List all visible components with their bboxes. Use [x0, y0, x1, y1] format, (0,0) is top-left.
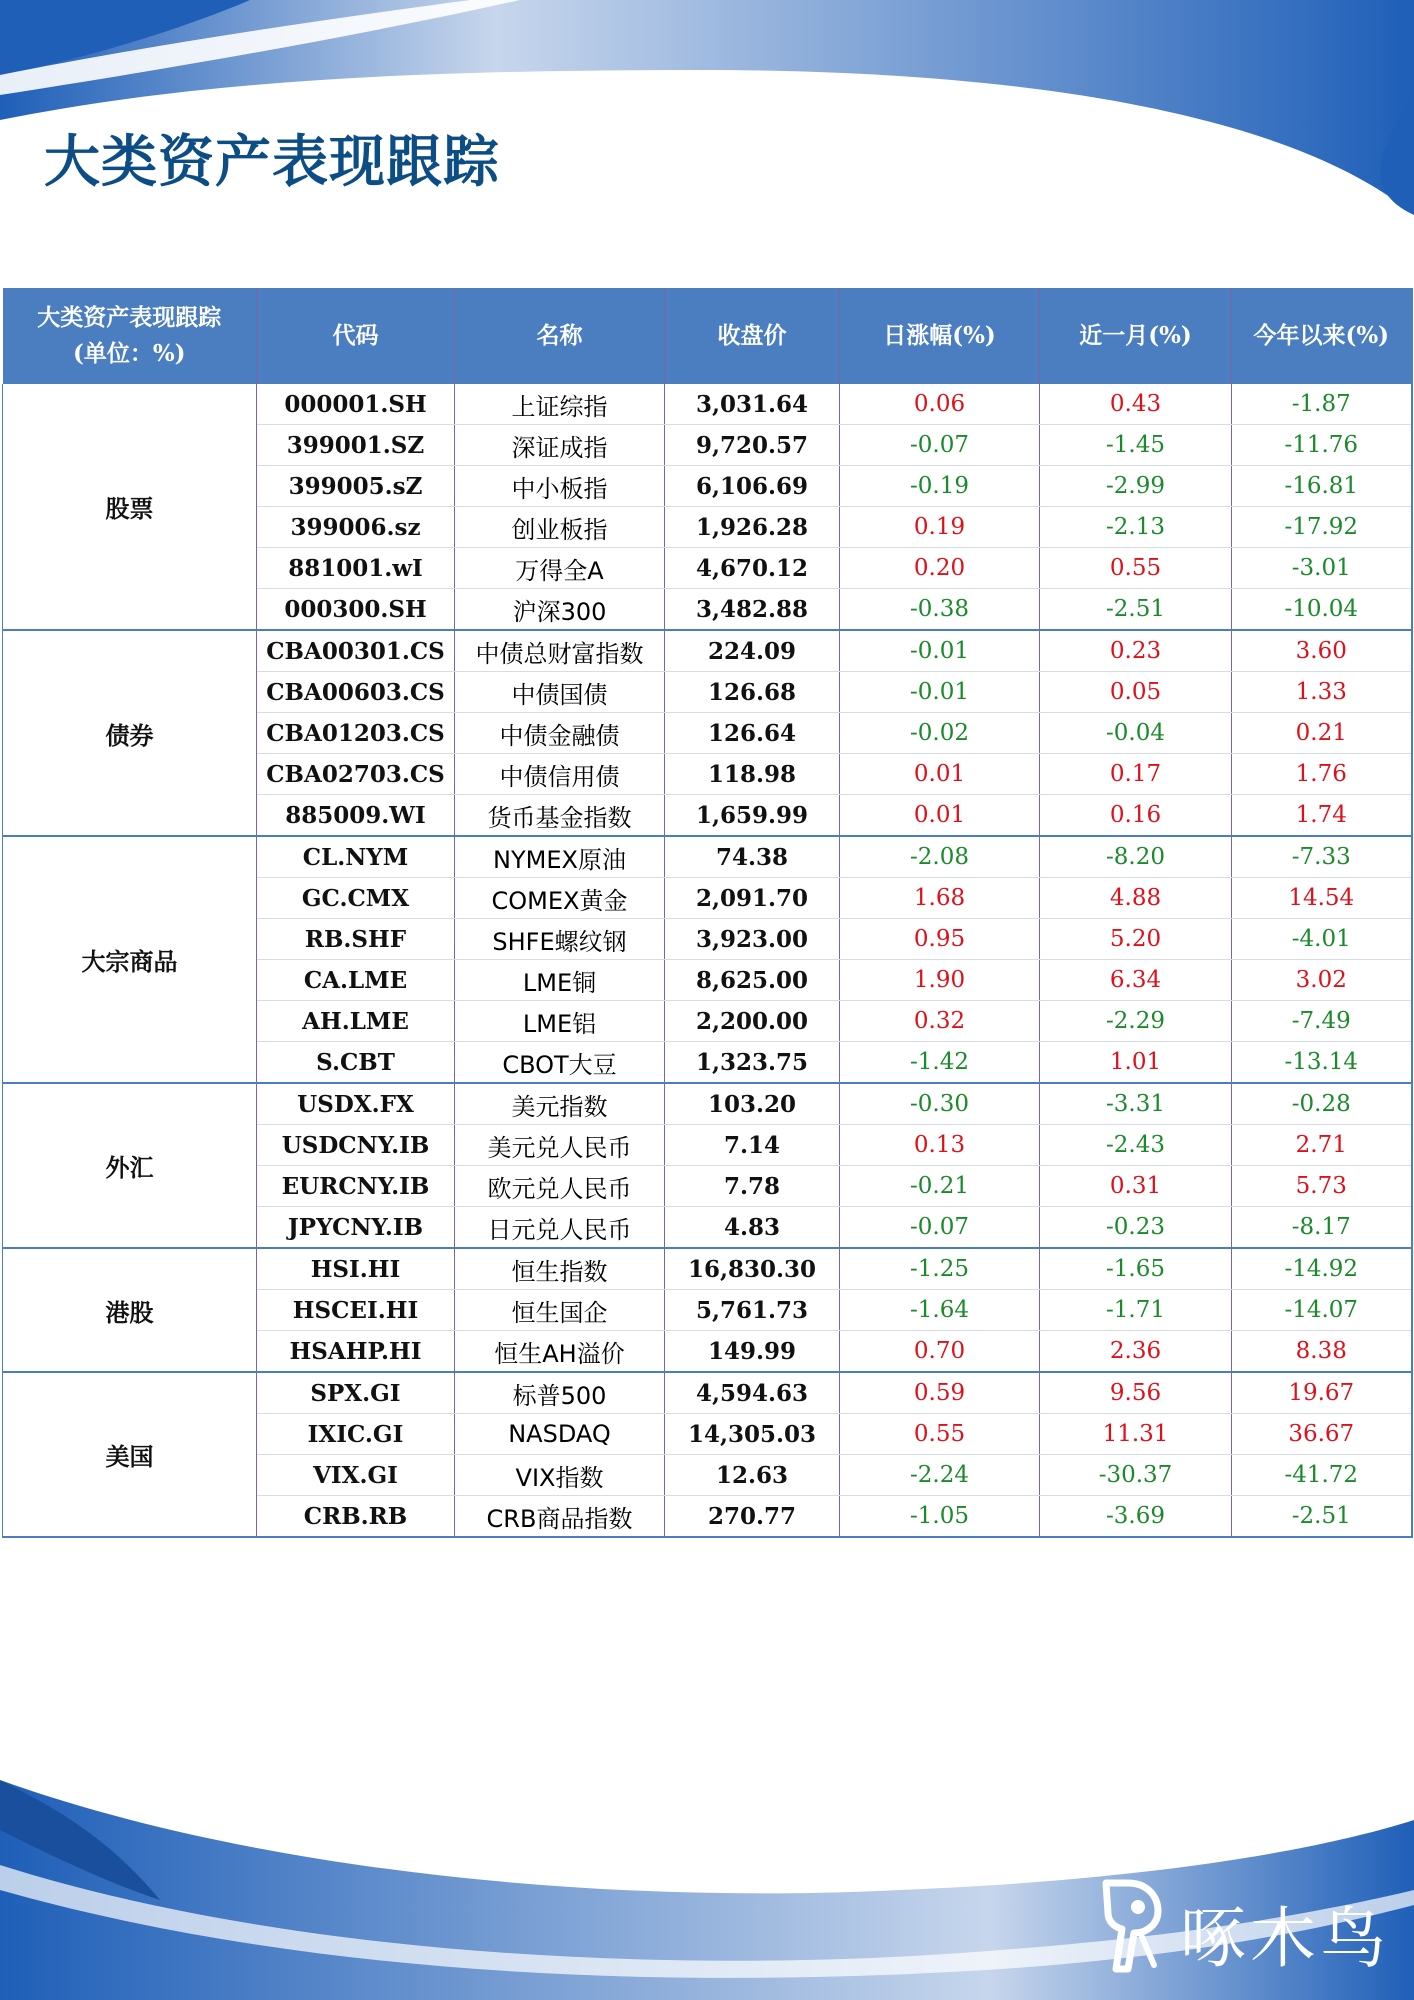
name-cell: 中债国债 [455, 672, 665, 713]
name-cell: 万得全A [455, 548, 665, 589]
header-name: 名称 [455, 288, 665, 384]
close-price-cell: 12.63 [665, 1455, 840, 1496]
close-price-cell: 4,670.12 [665, 548, 840, 589]
code-cell: HSCEI.HI [257, 1290, 455, 1331]
table-row [3, 1083, 1412, 1125]
close-price-cell: 2,091.70 [665, 878, 840, 919]
ytd-change-cell: -10.04 [1232, 589, 1412, 631]
day-change-cell: -0.01 [840, 630, 1040, 672]
code-cell: S.CBT [257, 1042, 455, 1084]
code-cell: USDX.FX [257, 1083, 455, 1125]
day-change-cell: -1.25 [840, 1248, 1040, 1290]
close-price-cell: 3,482.88 [665, 589, 840, 631]
ytd-change-cell: -7.33 [1232, 836, 1412, 878]
name-cell: SHFE螺纹钢 [455, 919, 665, 960]
ytd-change-cell: 5.73 [1232, 1166, 1412, 1207]
ytd-change-cell: -0.28 [1232, 1083, 1412, 1125]
close-price-cell: 7.78 [665, 1166, 840, 1207]
day-change-cell: -1.05 [840, 1496, 1040, 1538]
ytd-change-cell: -4.01 [1232, 919, 1412, 960]
close-price-cell: 9,720.57 [665, 425, 840, 466]
code-cell: SPX.GI [257, 1372, 455, 1414]
name-cell: 创业板指 [455, 507, 665, 548]
category-cell: 美国 [3, 1372, 257, 1537]
close-price-cell: 8,625.00 [665, 960, 840, 1001]
category-cell: 大宗商品 [3, 836, 257, 1083]
close-price-cell: 3,031.64 [665, 384, 840, 425]
day-change-cell: 0.20 [840, 548, 1040, 589]
table-row [3, 1248, 1412, 1290]
month-change-cell: 1.01 [1040, 1042, 1232, 1084]
ytd-change-cell: 36.67 [1232, 1414, 1412, 1455]
month-change-cell: -30.37 [1040, 1455, 1232, 1496]
code-cell: VIX.GI [257, 1455, 455, 1496]
table-header-row [3, 288, 1412, 384]
close-price-cell: 4,594.63 [665, 1372, 840, 1414]
category-cell: 外汇 [3, 1083, 257, 1248]
name-cell: VIX指数 [455, 1455, 665, 1496]
close-price-cell: 1,323.75 [665, 1042, 840, 1084]
header-day-change: 日涨幅(%) [840, 288, 1040, 384]
month-change-cell: -2.99 [1040, 466, 1232, 507]
ytd-change-cell: 1.33 [1232, 672, 1412, 713]
day-change-cell: -2.24 [840, 1455, 1040, 1496]
month-change-cell: -2.13 [1040, 507, 1232, 548]
close-price-cell: 6,106.69 [665, 466, 840, 507]
ytd-change-cell: 2.71 [1232, 1125, 1412, 1166]
day-change-cell: 0.01 [840, 754, 1040, 795]
code-cell: HSAHP.HI [257, 1331, 455, 1373]
code-cell: CRB.RB [257, 1496, 455, 1538]
name-cell: 标普500 [455, 1372, 665, 1414]
close-price-cell: 1,659.99 [665, 795, 840, 837]
table-body [3, 384, 1412, 1537]
ytd-change-cell: -17.92 [1232, 507, 1412, 548]
day-change-cell: 0.95 [840, 919, 1040, 960]
table-row [3, 836, 1412, 878]
day-change-cell: 0.32 [840, 1001, 1040, 1042]
name-cell: COMEX黄金 [455, 878, 665, 919]
code-cell: CL.NYM [257, 836, 455, 878]
month-change-cell: -2.43 [1040, 1125, 1232, 1166]
ytd-change-cell: -16.81 [1232, 466, 1412, 507]
close-price-cell: 224.09 [665, 630, 840, 672]
code-cell: AH.LME [257, 1001, 455, 1042]
close-price-cell: 270.77 [665, 1496, 840, 1538]
month-change-cell: -1.65 [1040, 1248, 1232, 1290]
day-change-cell: 0.55 [840, 1414, 1040, 1455]
page-title: 大类资产表现跟踪 [44, 130, 500, 195]
month-change-cell: 0.17 [1040, 754, 1232, 795]
table-row [3, 384, 1412, 425]
name-cell: 恒生AH溢价 [455, 1331, 665, 1373]
day-change-cell: 0.01 [840, 795, 1040, 837]
close-price-cell: 2,200.00 [665, 1001, 840, 1042]
close-price-cell: 14,305.03 [665, 1414, 840, 1455]
name-cell: NASDAQ [455, 1414, 665, 1455]
name-cell: 恒生国企 [455, 1290, 665, 1331]
month-change-cell: 11.31 [1040, 1414, 1232, 1455]
day-change-cell: -0.01 [840, 672, 1040, 713]
code-cell: HSI.HI [257, 1248, 455, 1290]
code-cell: 885009.WI [257, 795, 455, 837]
code-cell: 399005.sZ [257, 466, 455, 507]
day-change-cell: 0.06 [840, 384, 1040, 425]
day-change-cell: -0.30 [840, 1083, 1040, 1125]
ytd-change-cell: 3.02 [1232, 960, 1412, 1001]
header-category-line2: (单位：%) [72, 340, 186, 367]
close-price-cell: 74.38 [665, 836, 840, 878]
day-change-cell: -0.07 [840, 425, 1040, 466]
day-change-cell: -0.21 [840, 1166, 1040, 1207]
day-change-cell: -0.07 [840, 1207, 1040, 1249]
name-cell: 日元兑人民币 [455, 1207, 665, 1249]
ytd-change-cell: 1.74 [1232, 795, 1412, 837]
ytd-change-cell: 14.54 [1232, 878, 1412, 919]
ytd-change-cell: -7.49 [1232, 1001, 1412, 1042]
month-change-cell: -8.20 [1040, 836, 1232, 878]
close-price-cell: 118.98 [665, 754, 840, 795]
code-cell: 000300.SH [257, 589, 455, 631]
logo-text: 啄木鸟 [1180, 1900, 1390, 1977]
close-price-cell: 1,926.28 [665, 507, 840, 548]
name-cell: LME铝 [455, 1001, 665, 1042]
header-category [3, 288, 257, 384]
month-change-cell: -1.45 [1040, 425, 1232, 466]
close-price-cell: 16,830.30 [665, 1248, 840, 1290]
ytd-change-cell: -11.76 [1232, 425, 1412, 466]
close-price-cell: 7.14 [665, 1125, 840, 1166]
name-cell: 美元兑人民币 [455, 1125, 665, 1166]
code-cell: JPYCNY.IB [257, 1207, 455, 1249]
ytd-change-cell: -14.92 [1232, 1248, 1412, 1290]
ytd-change-cell: -2.51 [1232, 1496, 1412, 1538]
month-change-cell: -3.69 [1040, 1496, 1232, 1538]
month-change-cell: 4.88 [1040, 878, 1232, 919]
name-cell: 中债总财富指数 [455, 630, 665, 672]
table-row [3, 1372, 1412, 1414]
month-change-cell: 0.05 [1040, 672, 1232, 713]
ytd-change-cell: 0.21 [1232, 713, 1412, 754]
code-cell: GC.CMX [257, 878, 455, 919]
day-change-cell: -0.19 [840, 466, 1040, 507]
ytd-change-cell: -8.17 [1232, 1207, 1412, 1249]
month-change-cell: 0.16 [1040, 795, 1232, 837]
name-cell: LME铜 [455, 960, 665, 1001]
ytd-change-cell: 1.76 [1232, 754, 1412, 795]
month-change-cell: 2.36 [1040, 1331, 1232, 1373]
ytd-change-cell: -1.87 [1232, 384, 1412, 425]
name-cell: NYMEX原油 [455, 836, 665, 878]
brand-logo [1098, 1877, 1398, 1977]
name-cell: 欧元兑人民币 [455, 1166, 665, 1207]
close-price-cell: 126.64 [665, 713, 840, 754]
month-change-cell: -2.29 [1040, 1001, 1232, 1042]
code-cell: 399006.sz [257, 507, 455, 548]
name-cell: 深证成指 [455, 425, 665, 466]
header-month-change: 近一月(%) [1040, 288, 1232, 384]
name-cell: 中债信用债 [455, 754, 665, 795]
month-change-cell: -3.31 [1040, 1083, 1232, 1125]
name-cell: CRB商品指数 [455, 1496, 665, 1538]
day-change-cell: -1.42 [840, 1042, 1040, 1084]
woodpecker-logo-icon [1098, 1877, 1178, 1973]
ytd-change-cell: -41.72 [1232, 1455, 1412, 1496]
month-change-cell: 0.31 [1040, 1166, 1232, 1207]
code-cell: CBA00301.CS [257, 630, 455, 672]
month-change-cell: 0.23 [1040, 630, 1232, 672]
day-change-cell: 1.90 [840, 960, 1040, 1001]
code-cell: CA.LME [257, 960, 455, 1001]
day-change-cell: 1.68 [840, 878, 1040, 919]
name-cell: 中债金融债 [455, 713, 665, 754]
name-cell: 恒生指数 [455, 1248, 665, 1290]
code-cell: CBA01203.CS [257, 713, 455, 754]
month-change-cell: 9.56 [1040, 1372, 1232, 1414]
day-change-cell: -0.02 [840, 713, 1040, 754]
day-change-cell: -0.38 [840, 589, 1040, 631]
month-change-cell: 5.20 [1040, 919, 1232, 960]
month-change-cell: -1.71 [1040, 1290, 1232, 1331]
month-change-cell: -0.04 [1040, 713, 1232, 754]
code-cell: 000001.SH [257, 384, 455, 425]
month-change-cell: 6.34 [1040, 960, 1232, 1001]
table-row [3, 630, 1412, 672]
close-price-cell: 126.68 [665, 672, 840, 713]
category-cell: 股票 [3, 384, 257, 630]
header-category-line1: 大类资产表现跟踪 [37, 304, 222, 331]
ytd-change-cell: 19.67 [1232, 1372, 1412, 1414]
month-change-cell: -0.23 [1040, 1207, 1232, 1249]
close-price-cell: 3,923.00 [665, 919, 840, 960]
day-change-cell: 0.13 [840, 1125, 1040, 1166]
name-cell: CBOT大豆 [455, 1042, 665, 1084]
code-cell: RB.SHF [257, 919, 455, 960]
name-cell: 沪深300 [455, 589, 665, 631]
day-change-cell: -2.08 [840, 836, 1040, 878]
ytd-change-cell: 3.60 [1232, 630, 1412, 672]
code-cell: CBA00603.CS [257, 672, 455, 713]
code-cell: IXIC.GI [257, 1414, 455, 1455]
close-price-cell: 103.20 [665, 1083, 840, 1125]
name-cell: 美元指数 [455, 1083, 665, 1125]
close-price-cell: 5,761.73 [665, 1290, 840, 1331]
asset-performance-table [2, 288, 1413, 1538]
ytd-change-cell: -13.14 [1232, 1042, 1412, 1084]
code-cell: USDCNY.IB [257, 1125, 455, 1166]
header-close: 收盘价 [665, 288, 840, 384]
ytd-change-cell: -14.07 [1232, 1290, 1412, 1331]
month-change-cell: 0.43 [1040, 384, 1232, 425]
header-code: 代码 [257, 288, 455, 384]
code-cell: CBA02703.CS [257, 754, 455, 795]
name-cell: 货币基金指数 [455, 795, 665, 837]
day-change-cell: 0.59 [840, 1372, 1040, 1414]
name-cell: 中小板指 [455, 466, 665, 507]
header-ytd-change: 今年以来(%) [1232, 288, 1412, 384]
name-cell: 上证综指 [455, 384, 665, 425]
code-cell: 399001.SZ [257, 425, 455, 466]
day-change-cell: 0.19 [840, 507, 1040, 548]
close-price-cell: 149.99 [665, 1331, 840, 1373]
code-cell: 881001.wI [257, 548, 455, 589]
month-change-cell: 0.55 [1040, 548, 1232, 589]
category-cell: 债券 [3, 630, 257, 836]
month-change-cell: -2.51 [1040, 589, 1232, 631]
ytd-change-cell: -3.01 [1232, 548, 1412, 589]
close-price-cell: 4.83 [665, 1207, 840, 1249]
category-cell: 港股 [3, 1248, 257, 1372]
ytd-change-cell: 8.38 [1232, 1331, 1412, 1373]
day-change-cell: 0.70 [840, 1331, 1040, 1373]
code-cell: EURCNY.IB [257, 1166, 455, 1207]
day-change-cell: -1.64 [840, 1290, 1040, 1331]
